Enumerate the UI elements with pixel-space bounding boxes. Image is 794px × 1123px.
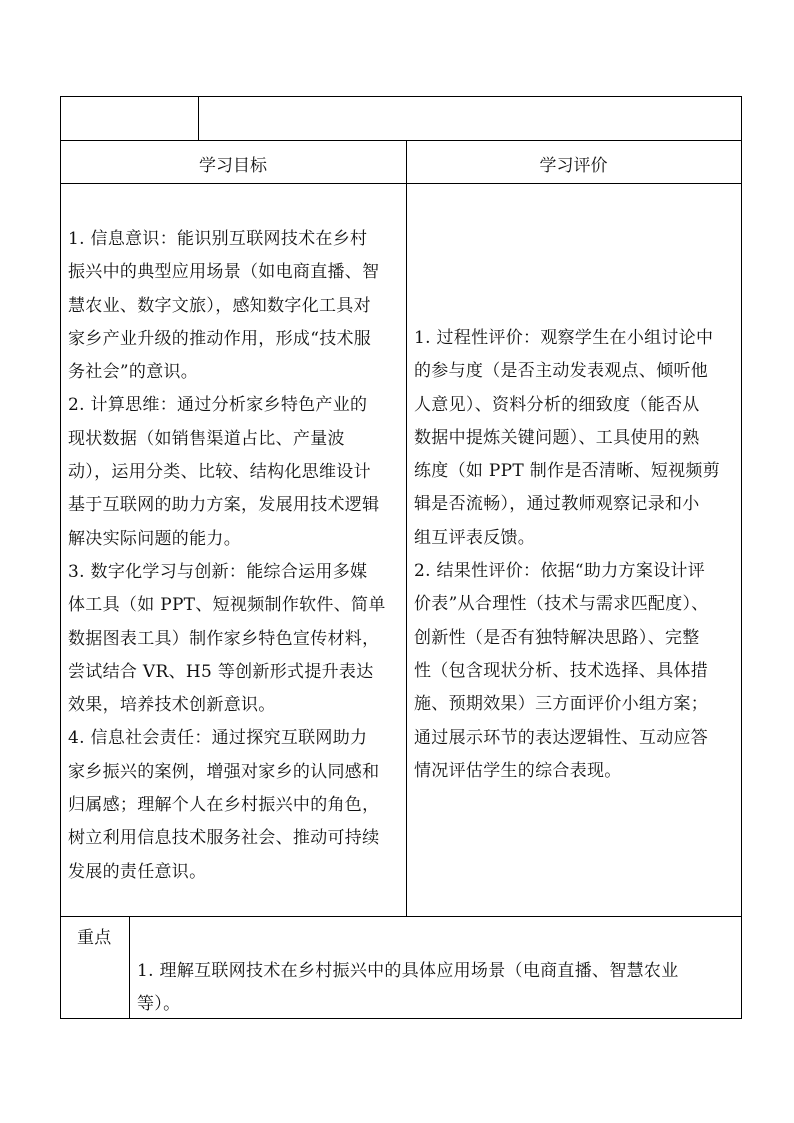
objectives-line: 家乡振兴的案例，增强对家乡的认同感和 bbox=[68, 761, 380, 782]
key-point-line: 1. 理解互联网技术在乡村振兴中的具体应用场景（电商直播、智慧农业 bbox=[137, 961, 679, 981]
row-divider-3 bbox=[60, 916, 742, 917]
key-point-label: 重点 bbox=[77, 928, 112, 948]
objectives-line: 1. 信息意识：能识别互联网技术在乡村 bbox=[68, 229, 368, 249]
objectives-line: 家乡产业升级的推动作用，形成“技术服 bbox=[68, 328, 372, 349]
evaluation-line: 创新性（是否有独特解决思路）、完整 bbox=[414, 627, 700, 648]
objectives-line: 动），运用分类、比较、结构化思维设计 bbox=[68, 462, 371, 483]
evaluation-line: 组互评表反馈。 bbox=[414, 527, 536, 548]
table-border-top bbox=[60, 96, 742, 97]
evaluation-text bbox=[414, 322, 720, 788]
objectives-text bbox=[68, 223, 386, 889]
objectives-line: 数据图表工具）制作家乡特色宣传材料， bbox=[68, 628, 380, 649]
top-row-divider bbox=[198, 96, 199, 140]
evaluation-line: 通过展示环节的表达逻辑性、互动应答 bbox=[414, 727, 709, 748]
objectives-line: 归属感；理解个人在乡村振兴中的角色， bbox=[68, 795, 380, 816]
objectives-line: 振兴中的典型应用场景（如电商直播、智 bbox=[68, 262, 380, 283]
objectives-line: 基于互联网的助力方案，发展用技术逻辑 bbox=[68, 495, 380, 516]
evaluation-line: 价表”从合理性（技术与需求匹配度）、 bbox=[414, 594, 709, 615]
evaluation-line: 2. 结果性评价：依据“助力方案设计评 bbox=[414, 561, 706, 582]
objectives-line: 4. 信息社会责任：通过探究互联网助力 bbox=[68, 728, 368, 749]
objectives-line: 3. 数字化学习与创新：能综合运用多媒 bbox=[68, 561, 368, 582]
key-point-text bbox=[137, 955, 679, 1022]
objectives-line: 树立利用信息技术服务社会、推动可持续 bbox=[68, 828, 380, 849]
column-divider bbox=[406, 140, 407, 916]
key-point-line: 等）。 bbox=[137, 994, 181, 1015]
evaluation-line: 人意见）、资料分析的细致度（能否从 bbox=[414, 394, 700, 415]
objectives-line: 发展的责任意识。 bbox=[68, 861, 207, 882]
objectives-line: 体工具（如 PPT、短视频制作软件、简单 bbox=[68, 595, 386, 616]
header-objectives: 学习目标 bbox=[199, 156, 267, 176]
evaluation-line: 练度（如 PPT 制作是否清晰、短视频剪 bbox=[414, 461, 721, 482]
objectives-line: 效果，培养技术创新意识。 bbox=[68, 695, 276, 716]
objectives-line: 务社会”的意识。 bbox=[68, 362, 199, 383]
evaluation-line: 施、预期效果）三方面评价小组方案； bbox=[414, 694, 709, 715]
evaluation-line: 数据中提炼关键问题）、工具使用的熟 bbox=[414, 427, 700, 448]
evaluation-line: 性（包含现状分析、技术选择、具体措 bbox=[414, 660, 709, 681]
row-divider-2 bbox=[60, 183, 742, 184]
table-border-left bbox=[60, 96, 61, 1019]
objectives-line: 慧农业、数字文旅），感知数字化工具对 bbox=[68, 295, 371, 316]
objectives-line: 尝试结合 VR、H5 等创新形式提升表达 bbox=[68, 661, 374, 682]
evaluation-line: 的参与度（是否主动发表观点、倾听他 bbox=[414, 361, 709, 382]
key-point-divider bbox=[129, 916, 130, 1018]
header-evaluation: 学习评价 bbox=[539, 156, 608, 176]
row-divider-1 bbox=[60, 140, 742, 141]
objectives-line: 解决实际问题的能力。 bbox=[68, 528, 241, 549]
objectives-line: 2. 计算思维：通过分析家乡特色产业的 bbox=[68, 395, 368, 416]
table-border-right bbox=[741, 96, 742, 1019]
evaluation-line: 1. 过程性评价：观察学生在小组讨论中 bbox=[414, 328, 714, 348]
objectives-line: 现状数据（如销售渠道占比、产量波 bbox=[68, 428, 345, 449]
evaluation-line: 辑是否流畅），通过教师观察记录和小 bbox=[414, 494, 700, 515]
evaluation-line: 情况评估学生的综合表现。 bbox=[414, 760, 622, 781]
